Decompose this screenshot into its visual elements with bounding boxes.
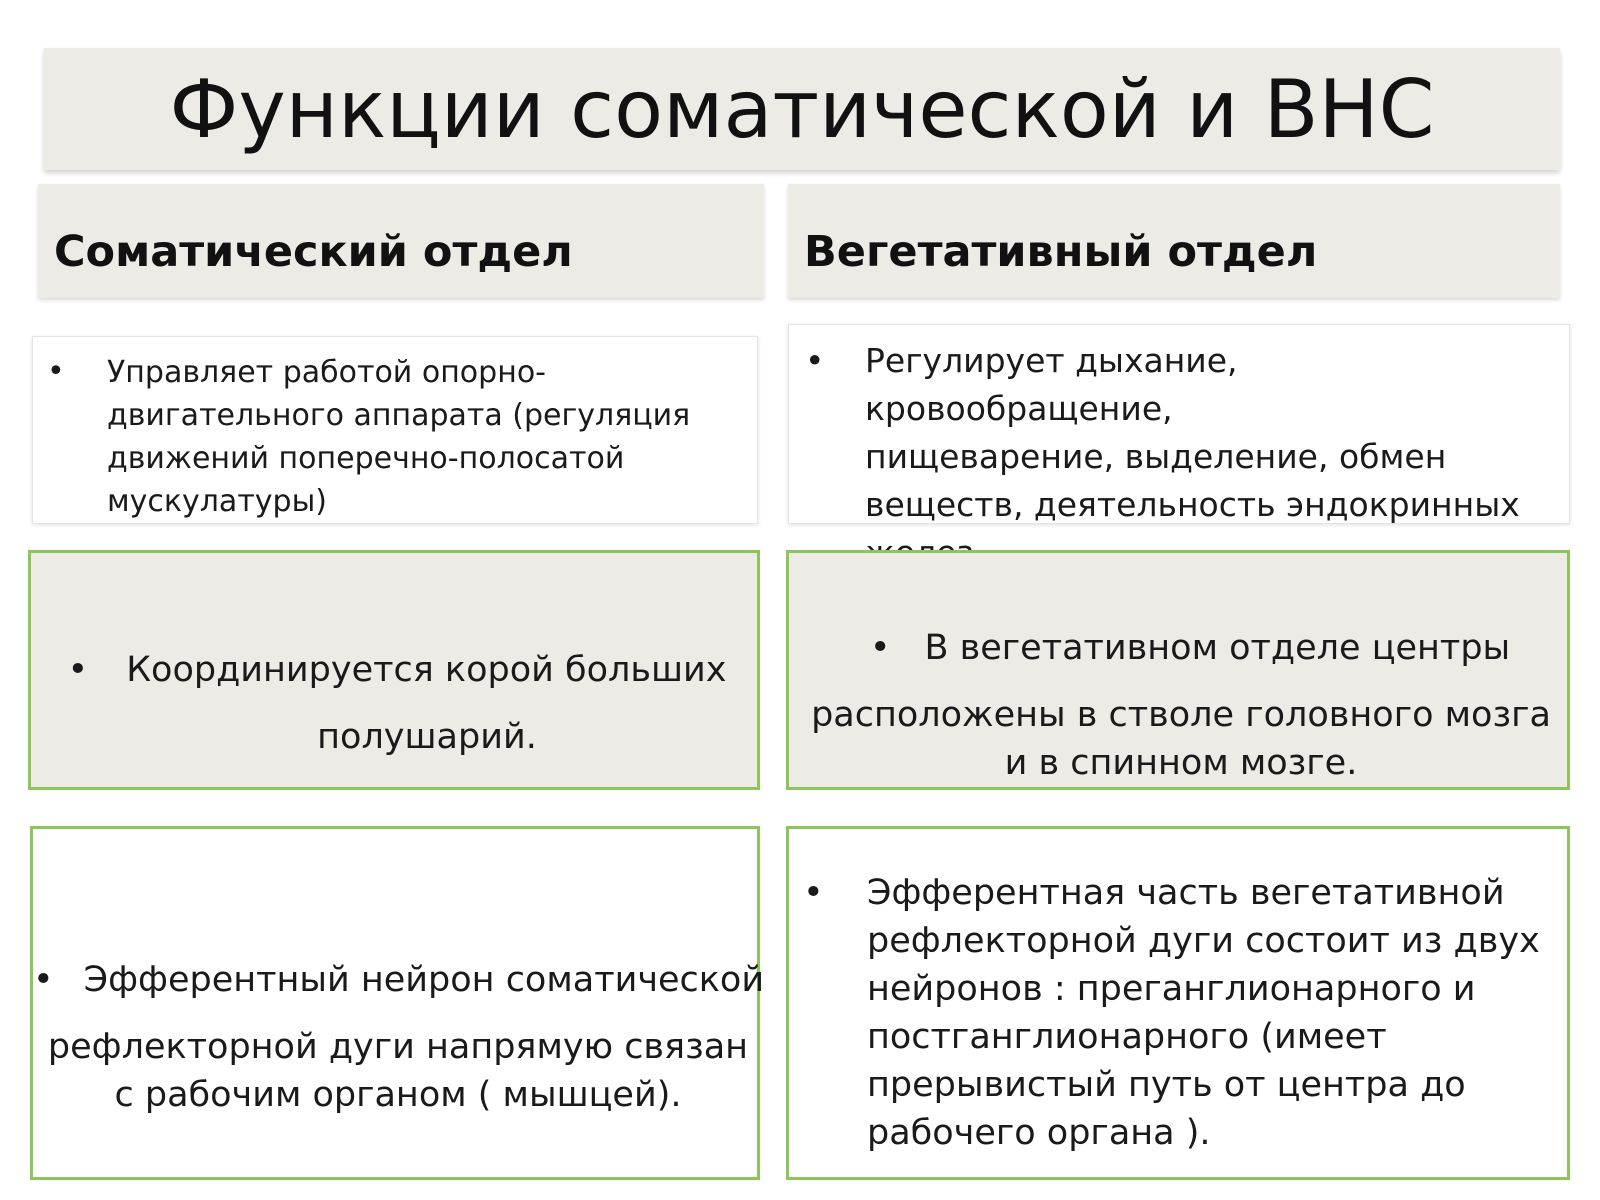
slide-title: Функции соматической и ВНС	[169, 62, 1435, 156]
somatic-block-2-text1: Координируется корой больших	[126, 650, 727, 690]
somatic-block-2	[28, 550, 760, 790]
bullet-icon: •	[805, 341, 825, 380]
vegetative-block-1-text: Регулирует дыхание, кровообращение, пищеварение, выделение, обмен веществ, деятельность эндокринных	[865, 341, 1520, 524]
vegetative-block-1-item	[805, 337, 1545, 577]
bullet-icon: •	[33, 960, 54, 1000]
somatic-header-box	[38, 184, 764, 298]
bullet-icon: •	[869, 628, 891, 668]
somatic-block-1-text: Управляет работой опорно- двигательного аппарата (регуляция движений поперечно-полосатой мускулатуры)	[107, 355, 691, 519]
vegetative-block-1	[788, 324, 1570, 524]
somatic-block-3-line1	[33, 956, 763, 1004]
vegetative-block-3-text: Эфферентная часть вегетативной рефлекторной дуги состоит из двух нейронов : преганглионарного и постганглионарного (имеет прерывистый путь от центра до рабочего органа ).	[867, 873, 1540, 1153]
somatic-header: Соматический отдел	[54, 227, 573, 277]
bullet-icon: •	[47, 354, 65, 389]
vegetative-block-3	[786, 826, 1570, 1180]
somatic-block-1	[32, 336, 758, 524]
somatic-block-2-text2: полушарий.	[317, 717, 537, 757]
somatic-block-2-line1	[31, 646, 763, 694]
vegetative-header: Вегетативный отдел	[804, 227, 1318, 277]
slide-title-box	[44, 48, 1560, 170]
vegetative-block-2-line1	[789, 624, 1573, 672]
vegetative-block-2-text1: В вегетативном отделе центры	[924, 628, 1511, 668]
bullet-icon: •	[803, 873, 824, 913]
somatic-block-3	[30, 826, 765, 1180]
somatic-block-3-text2: рефлекторной дуги напрямую связан с рабочим органом ( мышцей).	[47, 1027, 749, 1115]
vegetative-block-2-text2: расположены в стволе головного мозга и в спинном мозге.	[811, 695, 1551, 783]
bullet-icon: •	[67, 650, 89, 690]
vegetative-block-2	[786, 550, 1570, 790]
somatic-block-3-text1: Эфферентный нейрон соматической	[83, 960, 765, 1000]
vegetative-block-3-item	[803, 869, 1557, 1157]
vegetative-header-box	[788, 184, 1560, 298]
somatic-block-1-item	[47, 351, 727, 523]
